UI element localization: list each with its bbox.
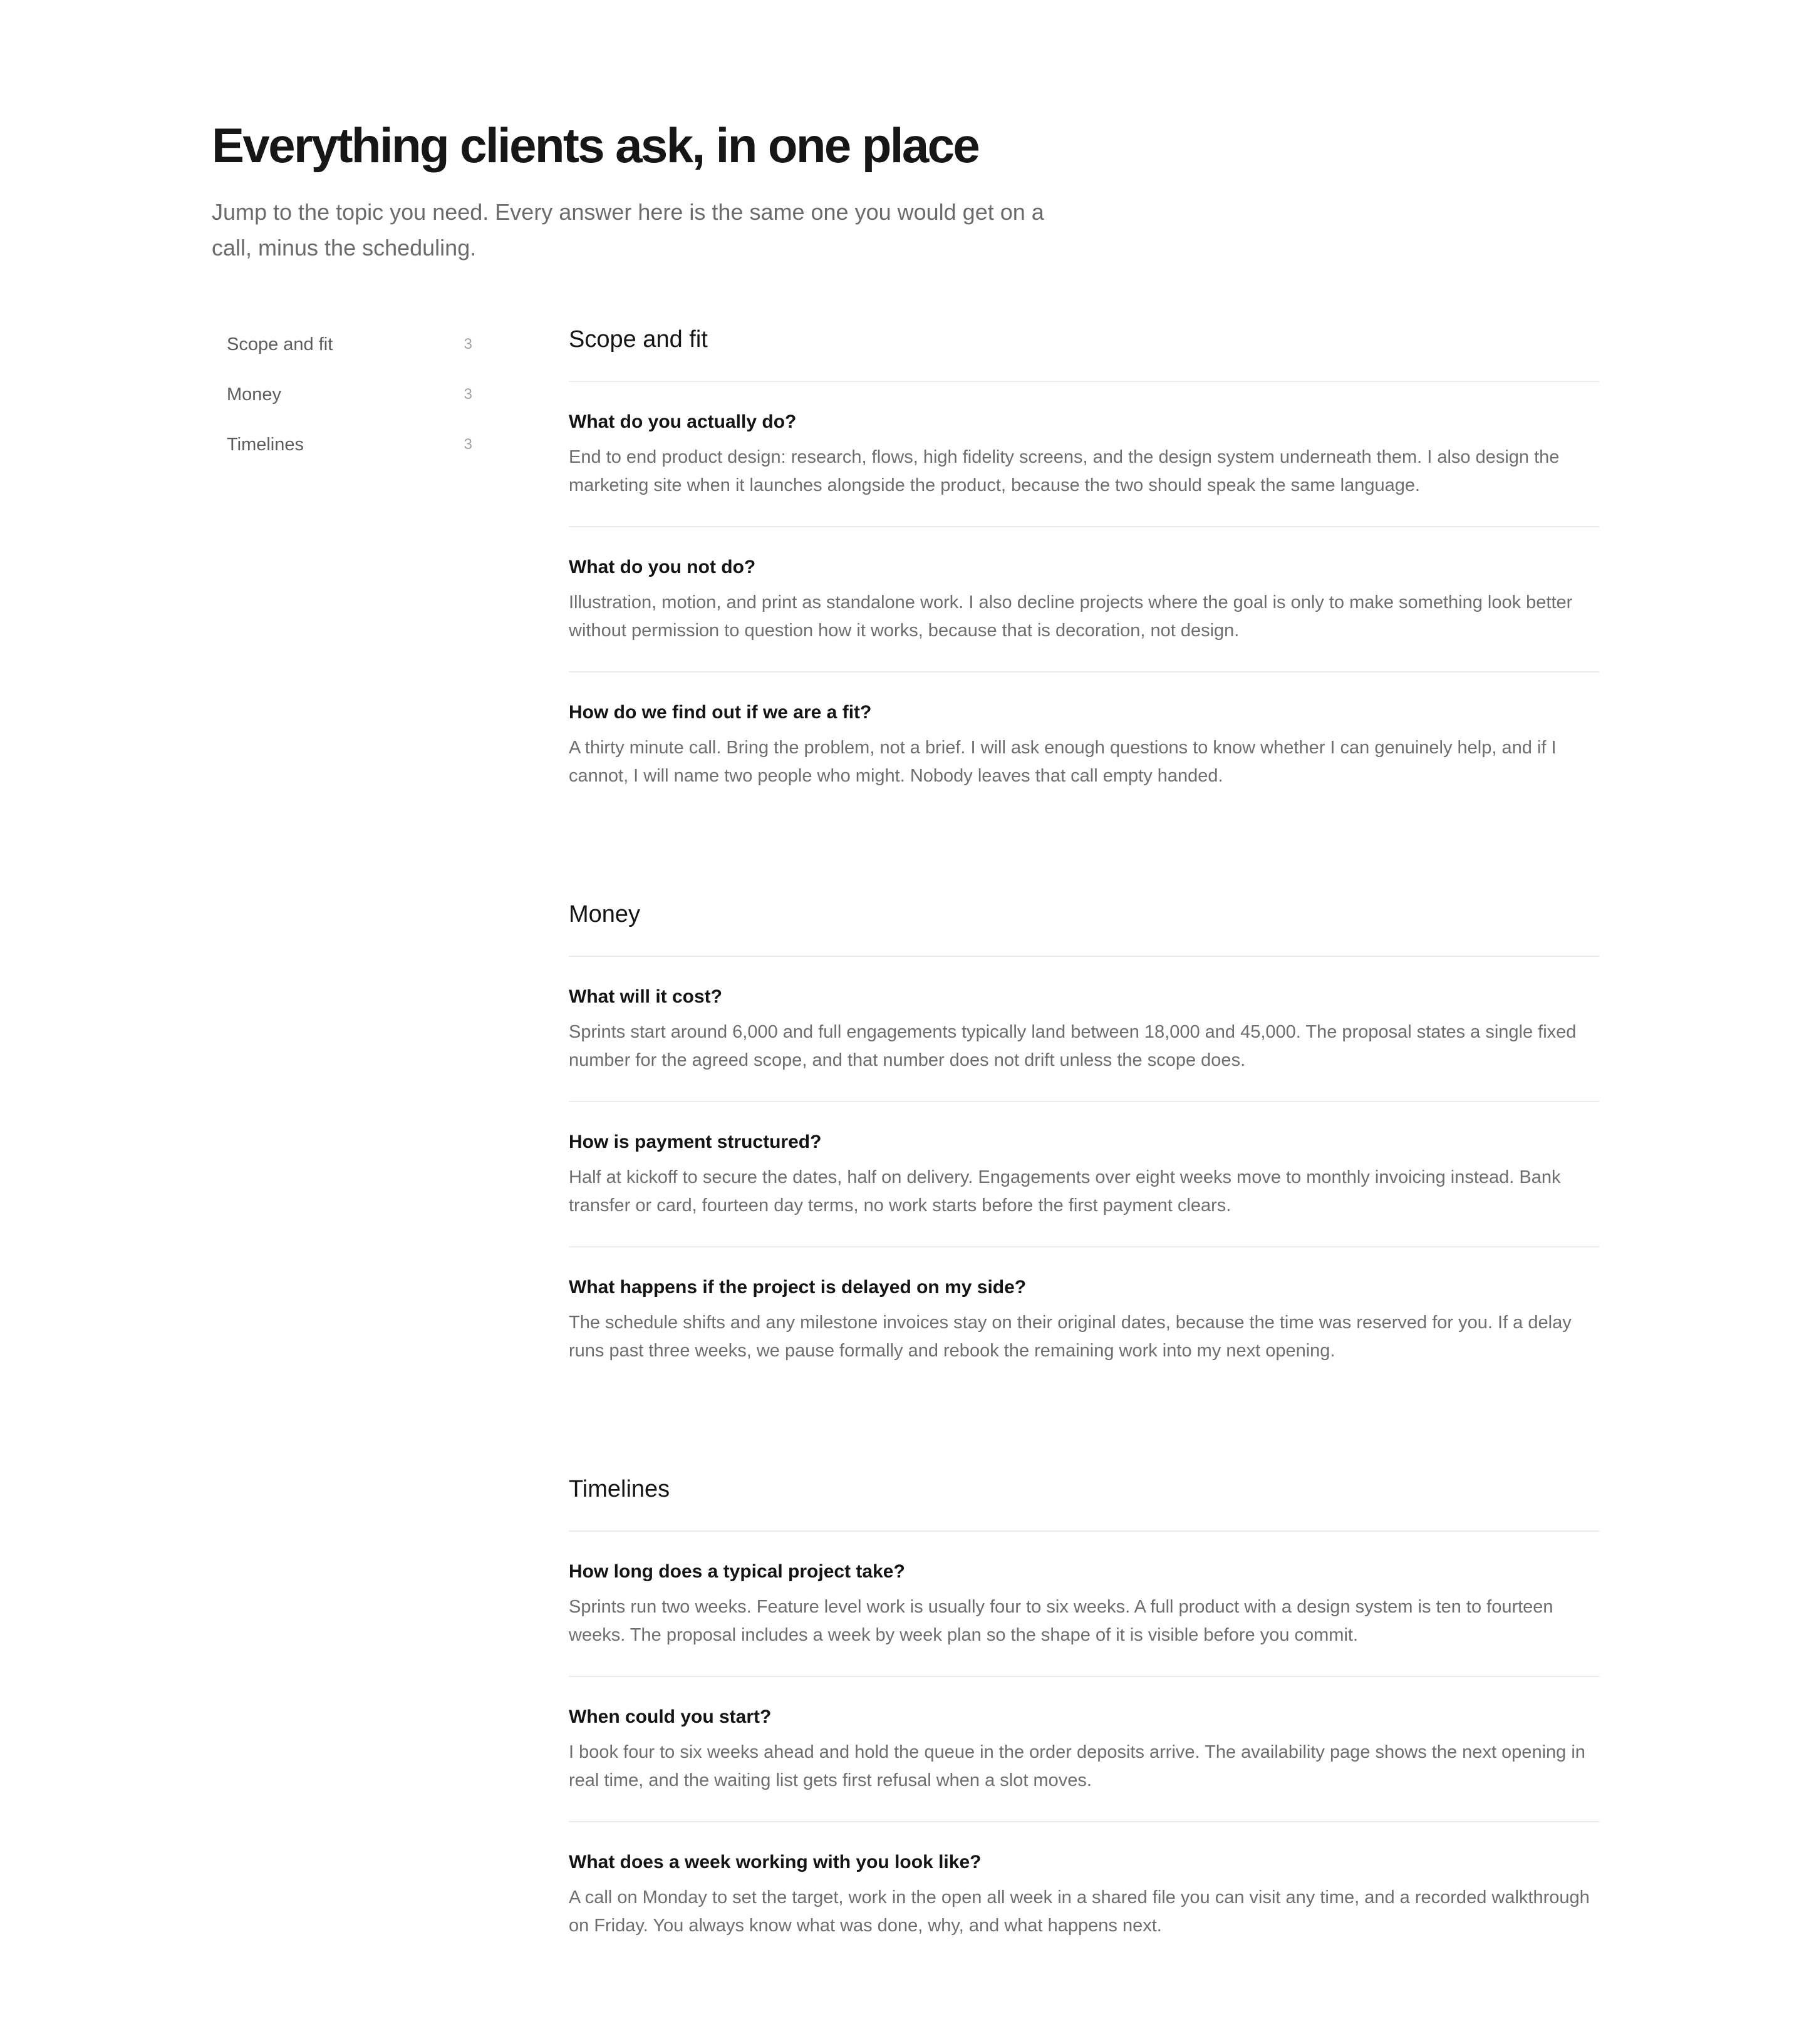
faq-question: How is payment structured? — [569, 1132, 822, 1152]
faq-content — [569, 319, 1599, 2044]
nav-item-label: Money — [227, 384, 282, 405]
faq-answer: I book four to six weeks ahead and hold the queue in the order deposits arrive. The availability page shows the next opening in real time, and the waiting list gets first refusal when a slot moves. — [569, 1742, 1585, 1790]
section-title: Scope and fit — [569, 319, 1599, 382]
faq-item — [569, 527, 1599, 673]
faq-item — [569, 1102, 1599, 1247]
topic-nav — [212, 319, 487, 470]
faq-item — [569, 382, 1599, 527]
faq-item — [569, 957, 1599, 1102]
section-scope-and-fit — [569, 319, 1599, 817]
faq-answer: Sprints start around 6,000 and full engagements typically land between 18,000 and 45,000. The proposal states a single fixed number for the agreed scope, and that number does not drift unless the scope does. — [569, 1022, 1577, 1070]
faq-question: How long does a typical project take? — [569, 1561, 905, 1582]
faq-item — [569, 1247, 1599, 1391]
nav-item-count: 3 — [464, 336, 472, 353]
faq-answer: Half at kickoff to secure the dates, half on delivery. Engagements over eight weeks move to monthly invoicing instead. Bank transfer or card, fourteen day terms, no work starts before the first payment clears. — [569, 1167, 1561, 1216]
faq-question: When could you start? — [569, 1706, 772, 1727]
faq-item — [569, 1677, 1599, 1822]
nav-item-money[interactable] — [212, 369, 487, 420]
faq-question: What do you actually do? — [569, 411, 797, 432]
faq-question: What do you not do? — [569, 557, 756, 577]
nav-item-timelines[interactable] — [212, 420, 487, 470]
faq-answer: End to end product design: research, flows, high fidelity screens, and the design system underneath them. I also design the marketing site when it launches alongside the product, because the two should speak the same language. — [569, 447, 1560, 495]
faq-item — [569, 1532, 1599, 1677]
hero — [212, 116, 1089, 266]
faq-item — [569, 673, 1599, 817]
nav-item-scope-and-fit[interactable] — [212, 319, 487, 369]
section-money — [569, 894, 1599, 1391]
page-title: Everything clients ask, in one place — [212, 118, 979, 173]
faq-question: What does a week working with you look like? — [569, 1852, 982, 1872]
nav-item-count: 3 — [464, 386, 472, 403]
faq-item — [569, 1822, 1599, 1966]
nav-item-label: Scope and fit — [227, 334, 333, 354]
section-title: Money — [569, 894, 1599, 957]
faq-answer: Illustration, motion, and print as standalone work. I also decline projects where the goal is only to make something look better without permission to question how it works, because that is decoration, not design. — [569, 592, 1573, 641]
faq-question: What will it cost? — [569, 986, 722, 1007]
section-title: Timelines — [569, 1469, 1599, 1532]
section-timelines — [569, 1469, 1599, 1966]
nav-item-count: 3 — [464, 436, 472, 453]
faq-answer: Sprints run two weeks. Feature level work is usually four to six weeks. A full product with a design system is ten to fourteen weeks. The proposal includes a week by week plan so the shape of it is visible before you commit. — [569, 1597, 1553, 1645]
page-subtitle: Jump to the topic you need. Every answer here is the same one you would get on a call, minus the scheduling. — [212, 199, 1044, 261]
nav-item-label: Timelines — [227, 434, 304, 455]
faq-question: What happens if the project is delayed on my side? — [569, 1277, 1027, 1298]
faq-answer: A thirty minute call. Bring the problem, not a brief. I will ask enough questions to know whether I can genuinely help, and if I cannot, I will name two people who might. Nobody leaves that call empty handed. — [569, 738, 1557, 786]
faq-answer: The schedule shifts and any milestone invoices stay on their original dates, because the time was reserved for you. If a delay runs past three weeks, we pause formally and rebook the remaining work into my next opening. — [569, 1313, 1572, 1361]
faq-answer: A call on Monday to set the target, work in the open all week in a shared file you can visit any time, and a recorded walkthrough on Friday. You always know what was done, why, and what happens next. — [569, 1887, 1590, 1936]
faq-question: How do we find out if we are a fit? — [569, 702, 872, 723]
